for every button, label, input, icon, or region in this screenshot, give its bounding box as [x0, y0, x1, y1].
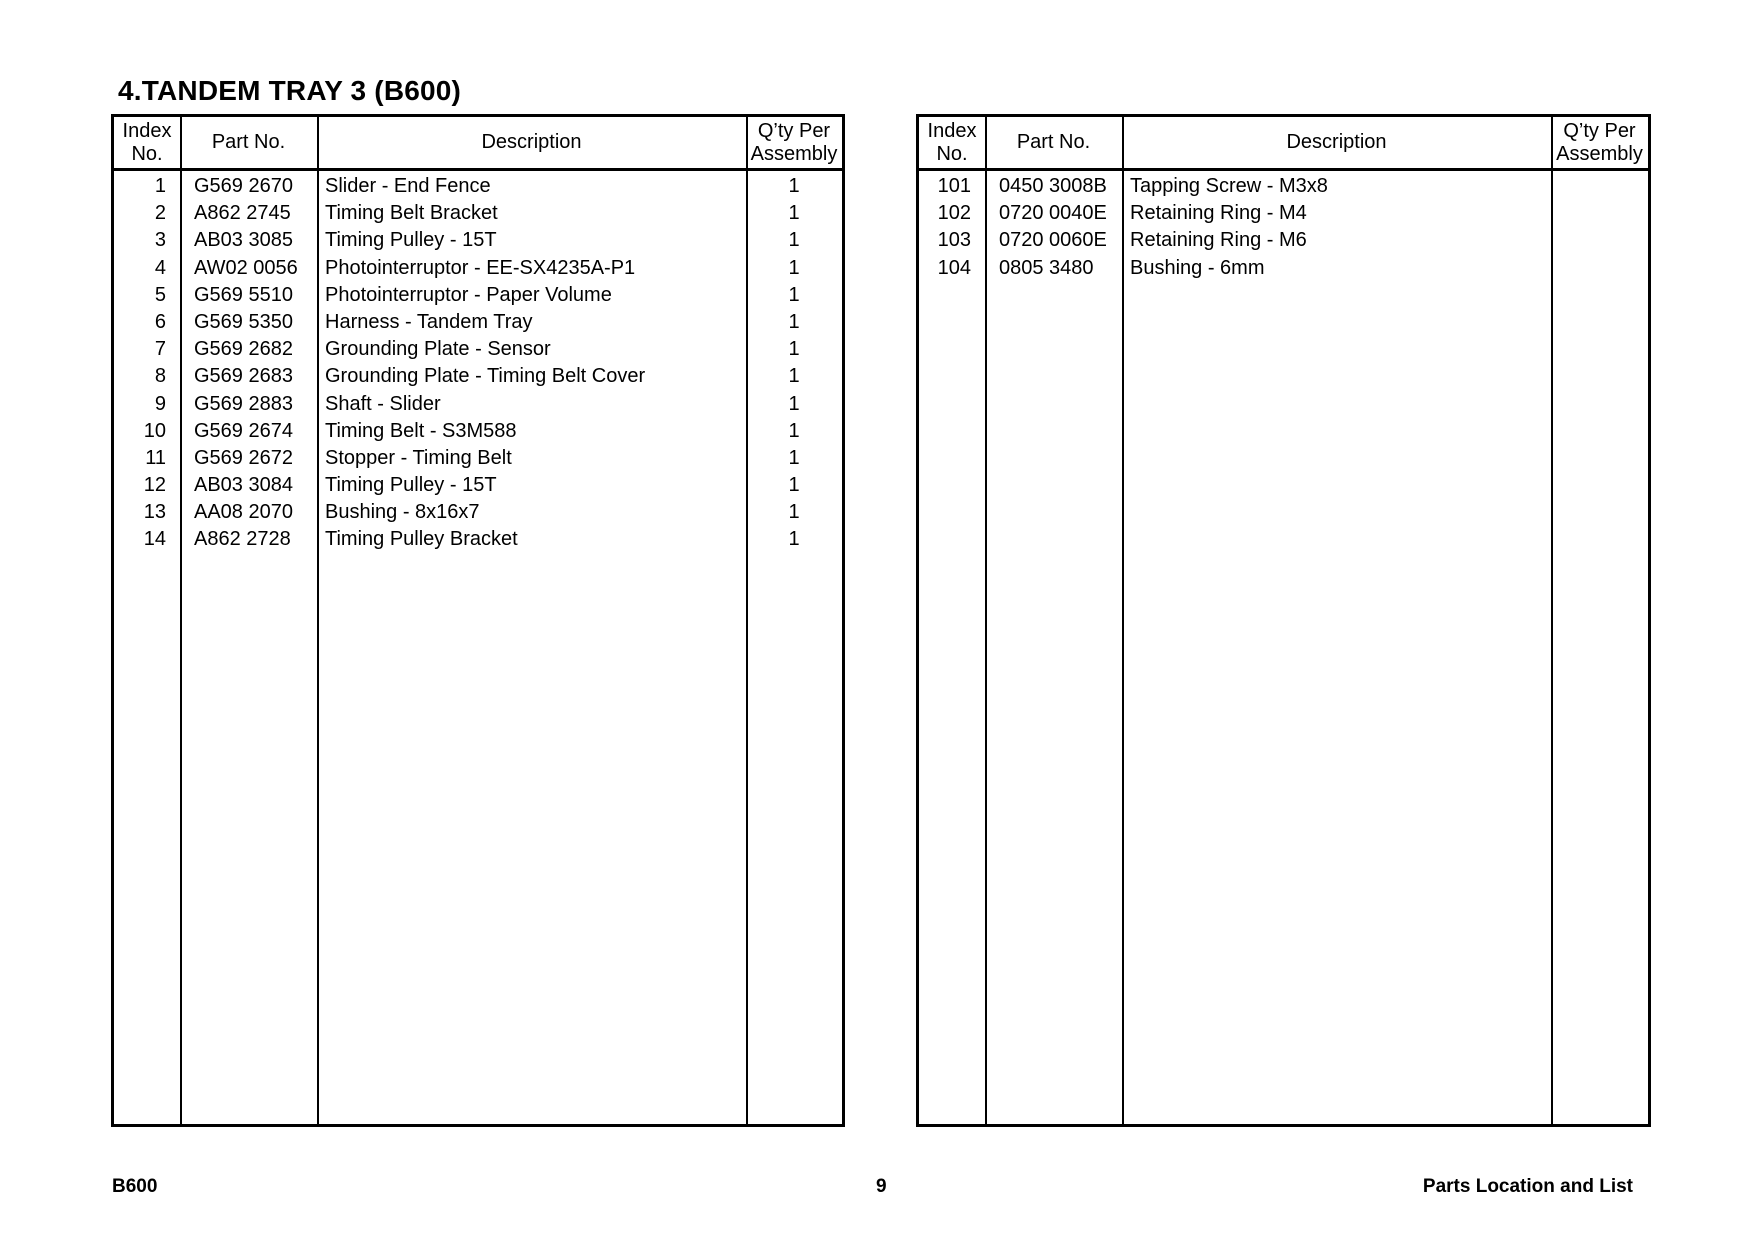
cell-part-no: G569 2883	[194, 392, 293, 415]
footer-section: Parts Location and List	[1422, 1176, 1633, 1197]
cell-index: 101	[937, 175, 971, 197]
cell-part-no: G569 2683	[194, 365, 293, 388]
cell-index: 7	[154, 338, 166, 361]
cell-index: 13	[143, 501, 166, 524]
cell-index: 1	[154, 175, 166, 197]
cell-index: 9	[154, 392, 166, 415]
cell-description: Bushing - 8x16x7	[325, 501, 480, 524]
table-row	[114, 309, 842, 336]
cell-qty: 1	[788, 338, 800, 361]
header-description: Description	[1286, 131, 1387, 153]
table-row	[114, 391, 842, 418]
cell-part-no: G569 2672	[194, 446, 293, 469]
cell-part-no: G569 5510	[194, 283, 293, 306]
cell-index: 11	[145, 446, 166, 469]
cell-qty: 1	[788, 229, 800, 252]
table-row	[114, 200, 842, 227]
cell-part-no: AW02 0056	[194, 256, 298, 279]
cell-part-no: G569 2670	[194, 175, 293, 197]
cell-description: Timing Pulley Bracket	[325, 528, 518, 551]
cell-description: Timing Pulley - 15T	[325, 229, 497, 252]
cell-description: Timing Belt Bracket	[325, 202, 498, 225]
cell-qty: 1	[788, 283, 800, 306]
table-row	[114, 526, 842, 553]
header-part-no: Part No.	[211, 131, 286, 153]
header-description: Description	[481, 131, 582, 153]
cell-index: 102	[937, 202, 971, 225]
cell-qty: 1	[788, 501, 800, 524]
cell-part-no: 0450 3008B	[999, 175, 1107, 197]
cell-part-no: 0720 0040E	[999, 202, 1107, 225]
table-row	[114, 336, 842, 363]
cell-qty: 1	[788, 474, 800, 497]
cell-index: 4	[154, 256, 166, 279]
header-qty: Q’ty Per Assembly	[750, 119, 838, 165]
table-row	[114, 363, 842, 390]
cell-description: Tapping Screw - M3x8	[1130, 175, 1328, 197]
cell-qty: 1	[788, 365, 800, 388]
cell-index: 103	[937, 229, 971, 252]
table-row	[114, 255, 842, 282]
table-row	[114, 418, 842, 445]
parts-table-right	[916, 114, 1651, 1127]
table-body	[114, 173, 842, 554]
header-index: Index No.	[927, 119, 977, 165]
cell-part-no: G569 2682	[194, 338, 293, 361]
cell-part-no: A862 2745	[194, 202, 291, 225]
footer-page-number: 9	[876, 1176, 887, 1197]
cell-description: Bushing - 6mm	[1130, 256, 1265, 279]
cell-index: 12	[143, 474, 166, 497]
table-row	[114, 472, 842, 499]
cell-qty: 1	[788, 419, 800, 442]
cell-description: Harness - Tandem Tray	[325, 310, 533, 333]
cell-description: Photointerruptor - EE-SX4235A-P1	[325, 256, 636, 279]
cell-description: Timing Pulley - 15T	[325, 474, 497, 497]
cell-part-no: 0720 0060E	[999, 229, 1107, 252]
cell-description: Retaining Ring - M6	[1130, 229, 1307, 252]
cell-index: 6	[154, 310, 166, 333]
cell-description: Shaft - Slider	[325, 392, 441, 415]
footer-model: B600	[112, 1176, 158, 1197]
cell-part-no: G569 2674	[194, 419, 293, 442]
cell-description: Photointerruptor - Paper Volume	[325, 283, 612, 306]
header-index: Index No.	[122, 119, 172, 165]
cell-description: Grounding Plate - Timing Belt Cover	[325, 365, 646, 388]
cell-qty: 1	[788, 202, 800, 225]
cell-index: 14	[143, 528, 166, 551]
table-row	[919, 200, 1648, 227]
cell-part-no: AA08 2070	[194, 501, 293, 524]
cell-part-no: 0805 3480	[999, 256, 1094, 279]
header-divider	[919, 168, 1648, 171]
cell-qty: 1	[788, 528, 800, 551]
cell-description: Stopper - Timing Belt	[325, 446, 512, 469]
cell-index: 2	[154, 202, 166, 225]
table-body	[919, 173, 1648, 282]
table-row	[114, 445, 842, 472]
header-part-no: Part No.	[1016, 131, 1091, 153]
cell-description: Timing Belt - S3M588	[325, 419, 517, 442]
cell-part-no: AB03 3085	[194, 229, 293, 252]
cell-description: Slider - End Fence	[325, 175, 491, 197]
cell-index: 104	[937, 256, 971, 279]
cell-part-no: G569 5350	[194, 310, 293, 333]
table-row	[114, 499, 842, 526]
cell-index: 10	[143, 419, 166, 442]
table-row	[114, 282, 842, 309]
cell-index: 5	[154, 283, 166, 306]
table-row	[114, 227, 842, 254]
page-title: 4.TANDEM TRAY 3 (B600)	[118, 75, 462, 106]
cell-qty: 1	[788, 175, 800, 197]
header-qty: Q’ty Per Assembly	[1556, 119, 1643, 165]
cell-part-no: A862 2728	[194, 528, 291, 551]
table-row	[919, 227, 1648, 254]
cell-qty: 1	[788, 392, 800, 415]
cell-part-no: AB03 3084	[194, 474, 293, 497]
table-row	[919, 255, 1648, 282]
cell-qty: 1	[788, 310, 800, 333]
header-divider	[114, 168, 842, 171]
parts-table-left	[111, 114, 845, 1127]
table-row	[114, 173, 842, 200]
cell-index: 8	[154, 365, 166, 388]
cell-qty: 1	[788, 256, 800, 279]
cell-qty: 1	[788, 446, 800, 469]
cell-index: 3	[154, 229, 166, 252]
cell-description: Retaining Ring - M4	[1130, 202, 1307, 225]
cell-description: Grounding Plate - Sensor	[325, 338, 551, 361]
table-row	[919, 173, 1648, 200]
